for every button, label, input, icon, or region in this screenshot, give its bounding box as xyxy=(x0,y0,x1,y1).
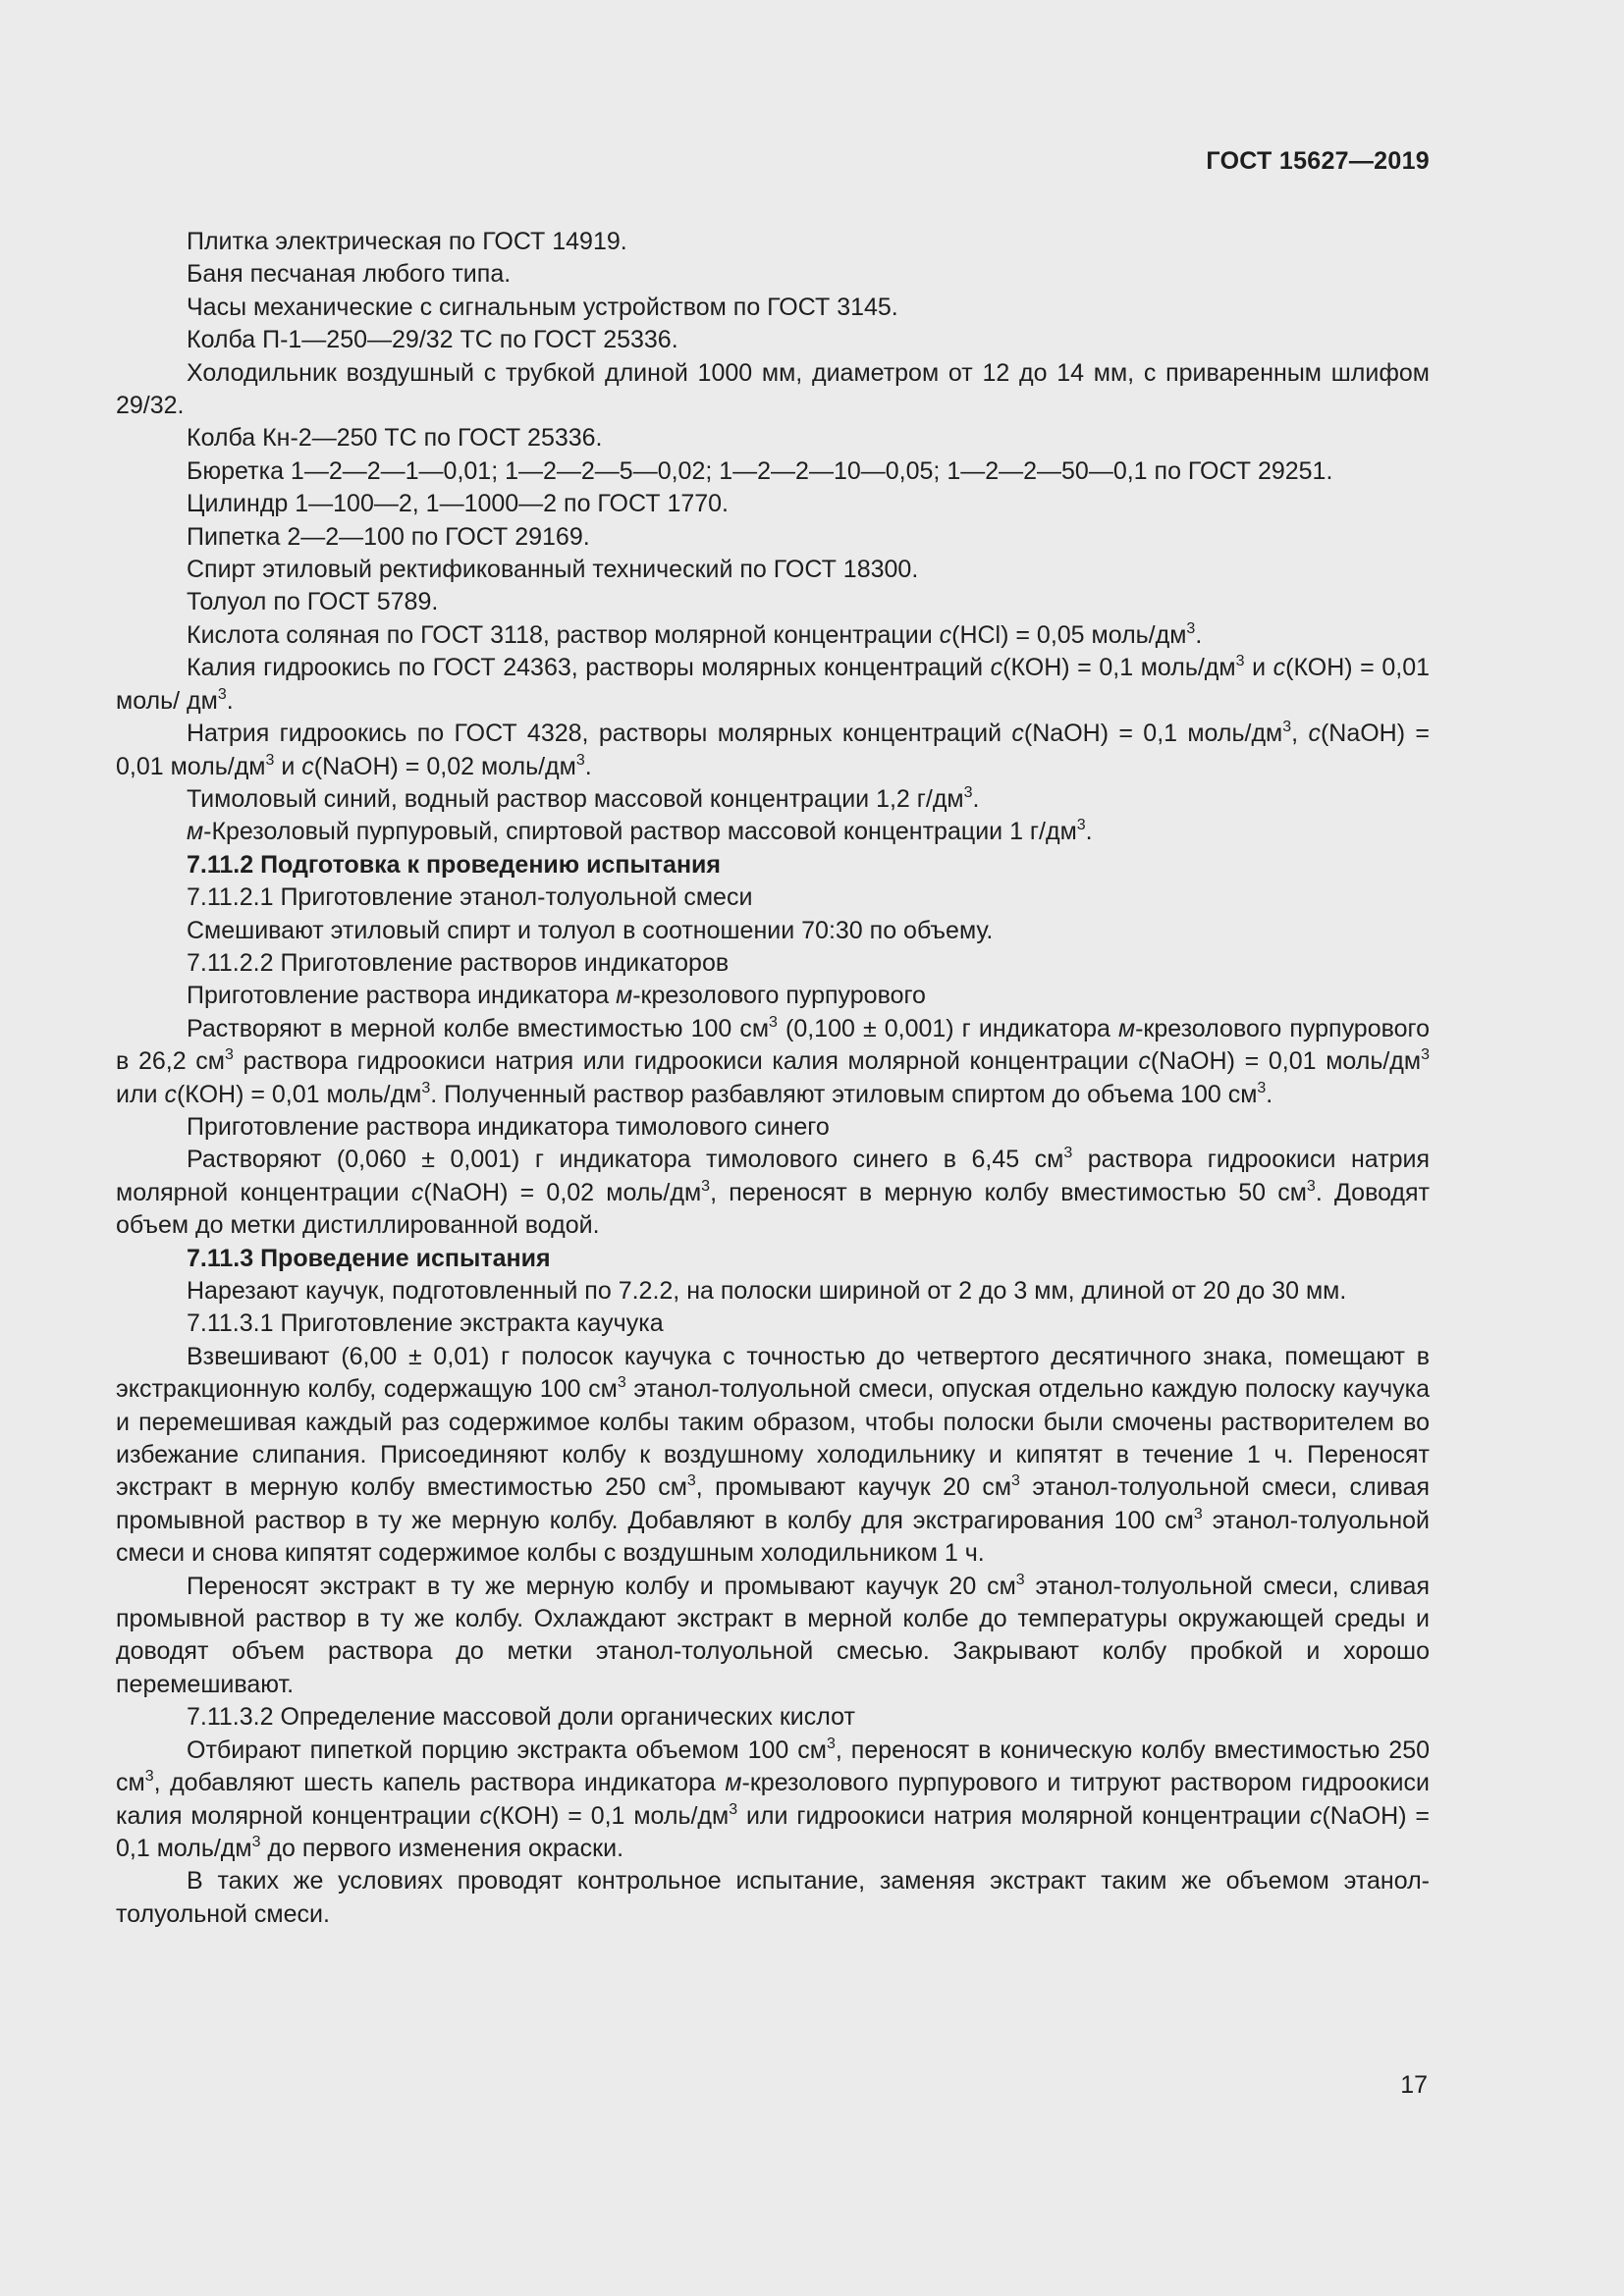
text-run: этанол-толуольной смеси, сливая промывной раствор в ту же мерную колбу. Добавляют в колбу для экстрагирования 100 см xyxy=(116,1473,1431,1534)
text-run: Тимоловый синий, водный раствор массовой концентрации 1,2 г/дм xyxy=(187,784,964,813)
text-run: . xyxy=(1195,620,1203,649)
text-run: 7.11.2.1 Приготовление этанол-толуольной смеси xyxy=(187,883,753,912)
text-run: 7.11.2.2 Приготовление растворов индикаторов xyxy=(187,948,730,977)
text-run: , переносят в мерную колбу вместимостью 50 см xyxy=(710,1178,1307,1206)
paragraph xyxy=(116,324,1430,356)
superscript: 3 xyxy=(265,751,275,769)
text-run: Растворяют (0,060 ± 0,001) г индикатора тимолового синего в 6,45 см xyxy=(187,1146,1064,1174)
superscript: 3 xyxy=(224,1046,234,1064)
text-run: этанол-толуольной смеси, сливая промывной раствор в ту же колбу. Охлаждают экстракт в мерной колбе до температуры окружающей среды и доводят объем раствора до метки этанол-толуольной смесью. Закрывают колбу пробкой и хорошо перемешивают. xyxy=(116,1572,1430,1698)
text-run: 7.11.3.2 Определение массовой доли органических кислот xyxy=(187,1703,855,1732)
superscript: 3 xyxy=(1193,1505,1203,1522)
paragraph xyxy=(116,718,1430,783)
text-run: . Доводят объем до метки дистиллированной водой. xyxy=(116,1178,1430,1240)
text-run: , переносят в коническую колбу вместимостью 250 см xyxy=(116,1735,1431,1797)
paragraph xyxy=(116,226,1430,258)
superscript: 3 xyxy=(217,685,227,703)
paragraph xyxy=(116,1865,1430,1931)
text-run: (КОН) = 0,01 моль/ дм xyxy=(116,654,1431,715)
text-run: Баня песчаная любого типа. xyxy=(187,260,512,289)
text-run: раствора гидроокиси натрия или гидроокиси калия молярной концентрации xyxy=(233,1047,1139,1076)
superscript: 3 xyxy=(769,1013,778,1031)
text-run: до первого изменения окраски. xyxy=(260,1834,624,1862)
text-run: раствора гидроокиси натрия молярной концентрации xyxy=(116,1146,1430,1206)
section-heading xyxy=(116,849,1430,881)
italic-text: c xyxy=(164,1080,177,1108)
page-number: 17 xyxy=(1400,2071,1428,2099)
text-run: (КОН) = 0,1 моль/дм xyxy=(491,1801,730,1830)
paragraph xyxy=(116,652,1430,718)
superscript: 3 xyxy=(1282,719,1292,736)
text-run: -Крезоловый пурпуровый, спиртовой раствор массовой концентрации 1 г/дм xyxy=(203,818,1077,846)
section-heading xyxy=(116,1243,1430,1275)
italic-text: м xyxy=(1117,1014,1136,1042)
paragraph xyxy=(116,816,1430,848)
superscript: 3 xyxy=(1076,817,1086,834)
text-run: -крезолового пурпурового xyxy=(632,982,926,1010)
superscript: 3 xyxy=(575,751,585,769)
paragraph xyxy=(116,357,1430,423)
italic-text: c xyxy=(1309,1801,1323,1830)
text-run: Приготовление раствора индикатора xyxy=(187,982,617,1010)
text-run: Кислота соляная по ГОСТ 3118, раствор молярной концентрации xyxy=(187,620,940,649)
paragraph xyxy=(116,1341,1430,1571)
text-run: , xyxy=(1291,720,1309,748)
superscript: 3 xyxy=(1306,1177,1316,1195)
paragraph xyxy=(116,1144,1430,1242)
text-run: . xyxy=(1085,818,1093,846)
paragraph xyxy=(116,1571,1430,1702)
superscript: 3 xyxy=(963,783,973,801)
paragraph xyxy=(116,521,1430,554)
italic-text: c xyxy=(939,620,952,649)
paragraph xyxy=(116,1013,1430,1111)
superscript: 3 xyxy=(617,1374,626,1392)
paragraph xyxy=(116,455,1430,488)
text-run: (NaOH) = 0,1 моль/дм xyxy=(116,1801,1431,1862)
superscript: 3 xyxy=(826,1735,836,1752)
text-run: или xyxy=(116,1080,165,1108)
superscript: 3 xyxy=(144,1768,154,1786)
text-run: Колба П-1—250—29/32 ТС по ГОСТ 25336. xyxy=(187,326,678,354)
paragraph xyxy=(116,258,1430,291)
paragraph xyxy=(116,292,1430,324)
superscript: 3 xyxy=(1421,1046,1430,1064)
text-run: Отбирают пипеткой порцию экстракта объемом 100 см xyxy=(187,1735,827,1764)
text-run: . xyxy=(226,686,234,715)
text-run: Приготовление раствора индикатора тимолового синего xyxy=(187,1112,830,1141)
text-run: и xyxy=(1244,654,1273,682)
text-run: В таких же условиях проводят контрольное испытание, заменяя экстракт таким же объемом этанол-толуольной смеси. xyxy=(116,1867,1430,1928)
text-run: Колба Кн-2—250 ТС по ГОСТ 25336. xyxy=(187,424,603,453)
text-run: -крезолового пурпурового в 26,2 см xyxy=(116,1014,1430,1076)
text-run: Пипетка 2—2—100 по ГОСТ 29169. xyxy=(187,522,590,551)
paragraph xyxy=(116,947,1430,980)
text-run: или гидроокиси натрия молярной концентрации xyxy=(737,1801,1310,1830)
text-run: Часы механические с сигнальным устройством по ГОСТ 3145. xyxy=(187,293,898,321)
text-run: Бюретка 1—2—2—1—0,01; 1—2—2—5—0,02; 1—2—2—10—0,05; 1—2—2—50—0,1 по ГОСТ 29251. xyxy=(187,456,1333,485)
italic-text: c xyxy=(1308,720,1321,748)
text-run: Переносят экстракт в ту же мерную колбу и промывают каучук 20 см xyxy=(187,1572,1016,1600)
text-run: этанол-толуольной смеси, опуская отдельно каждую полоску каучука и перемешивая каждый раз содержимое колбы таким образом, чтобы полоски были смочены растворителем во избежание слипания. Присоединяют колбу к воздушному холодильнику и кипятят в течение 1 ч. Переносят экстракт в мерную колбу вместимостью 250 см xyxy=(116,1375,1430,1502)
italic-text: c xyxy=(1138,1047,1151,1076)
paragraph xyxy=(116,1701,1430,1734)
text-run: , добавляют шесть капель раствора индикатора xyxy=(153,1769,726,1797)
text-run: Нарезают каучук, подготовленный по 7.2.2, на полоски шириной от 2 до 3 мм, длиной от 20 до 30 мм. xyxy=(187,1277,1347,1305)
italic-text: м xyxy=(187,818,204,846)
text-run: Холодильник воздушный с трубкой длиной 1000 мм, диаметром от 12 до 14 мм, с приваренным шлифом 29/32. xyxy=(116,358,1430,420)
text-run: , промывают каучук 20 см xyxy=(695,1473,1012,1502)
superscript: 3 xyxy=(1063,1145,1073,1162)
text-run: (0,100 ± 0,001) г индикатора xyxy=(777,1014,1118,1042)
paragraph xyxy=(116,422,1430,454)
text-run: этанол-толуольной смеси и снова кипятят содержимое колбы с воздушным холодильником 1 ч. xyxy=(116,1506,1430,1568)
superscript: 3 xyxy=(701,1177,711,1195)
text-run: (NaOH) = 0,01 моль/дм xyxy=(116,720,1430,780)
italic-text: м xyxy=(616,982,633,1010)
text-run: Натрия гидроокись по ГОСТ 4328, растворы молярных концентраций xyxy=(187,720,1012,748)
italic-text: м xyxy=(725,1769,742,1797)
superscript: 3 xyxy=(1257,1079,1267,1096)
italic-text: c xyxy=(301,752,314,780)
superscript: 3 xyxy=(1235,653,1245,670)
text-run: Взвешивают (6,00 ± 0,01) г полосок каучука с точностью до четвертого десятичного знака, помещают в экстракционную колбу, содержащую 100 см xyxy=(116,1342,1430,1404)
superscript: 3 xyxy=(729,1800,738,1818)
text-run: (NaOH) = 0,01 моль/дм xyxy=(1150,1047,1422,1076)
paragraph xyxy=(116,1308,1430,1340)
paragraph xyxy=(116,1275,1430,1308)
paragraph xyxy=(116,619,1430,652)
text-run: 7.11.3 Проведение испытания xyxy=(187,1244,551,1272)
text-run: и xyxy=(274,752,302,780)
text-run: (КОН) = 0,1 моль/дм xyxy=(1002,654,1236,682)
paragraph xyxy=(116,783,1430,816)
paragraph xyxy=(116,881,1430,914)
paragraph xyxy=(116,1735,1430,1866)
text-run: (NaOH) = 0,02 моль/дм xyxy=(313,752,576,780)
superscript: 3 xyxy=(251,1833,261,1850)
document-body xyxy=(116,226,1430,1931)
superscript: 3 xyxy=(686,1472,696,1490)
text-run: (HCl) = 0,05 моль/дм xyxy=(951,620,1187,649)
superscript: 3 xyxy=(1015,1571,1025,1588)
text-run: Калия гидроокись по ГОСТ 24363, растворы молярных концентраций xyxy=(187,654,991,682)
paragraph xyxy=(116,980,1430,1012)
superscript: 3 xyxy=(1011,1472,1020,1490)
superscript: 3 xyxy=(1186,619,1196,637)
document-code-header: ГОСТ 15627—2019 xyxy=(1206,147,1430,175)
text-run: Цилиндр 1—100—2, 1—1000—2 по ГОСТ 1770. xyxy=(187,490,730,518)
text-run: Растворяют в мерной колбе вместимостью 100 см xyxy=(187,1014,770,1042)
text-run: (NaOH) = 0,02 моль/дм xyxy=(423,1178,702,1206)
text-run: 7.11.3.1 Приготовление экстракта каучука xyxy=(187,1309,664,1338)
text-run: (NaOH) = 0,1 моль/дм xyxy=(1023,720,1283,748)
text-run: -крезолового пурпурового и титруют раствором гидроокиси калия молярной концентрации xyxy=(116,1769,1430,1830)
italic-text: c xyxy=(990,654,1003,682)
italic-text: c xyxy=(1011,720,1024,748)
paragraph xyxy=(116,586,1430,618)
text-run: . xyxy=(584,752,592,780)
text-run: Спирт этиловый ректификованный технический по ГОСТ 18300. xyxy=(187,556,919,584)
text-run: 7.11.2 Подготовка к проведению испытания xyxy=(187,850,722,879)
text-run: (КОН) = 0,01 моль/дм xyxy=(176,1080,422,1108)
text-run: Плитка электрическая по ГОСТ 14919. xyxy=(187,228,627,255)
text-run: Толуол по ГОСТ 5789. xyxy=(187,588,439,616)
text-run: . Полученный раствор разбавляют этиловым спиртом до объема 100 см xyxy=(430,1080,1258,1108)
paragraph xyxy=(116,1111,1430,1144)
text-run: Смешивают этиловый спирт и толуол в соотношении 70:30 по объему. xyxy=(187,916,994,944)
text-run: . xyxy=(1266,1080,1273,1108)
paragraph xyxy=(116,554,1430,586)
superscript: 3 xyxy=(421,1079,431,1096)
italic-text: c xyxy=(479,1801,492,1830)
text-run: . xyxy=(972,784,980,813)
italic-text: c xyxy=(1272,654,1286,682)
paragraph xyxy=(116,915,1430,947)
italic-text: c xyxy=(410,1178,424,1206)
paragraph xyxy=(116,488,1430,520)
